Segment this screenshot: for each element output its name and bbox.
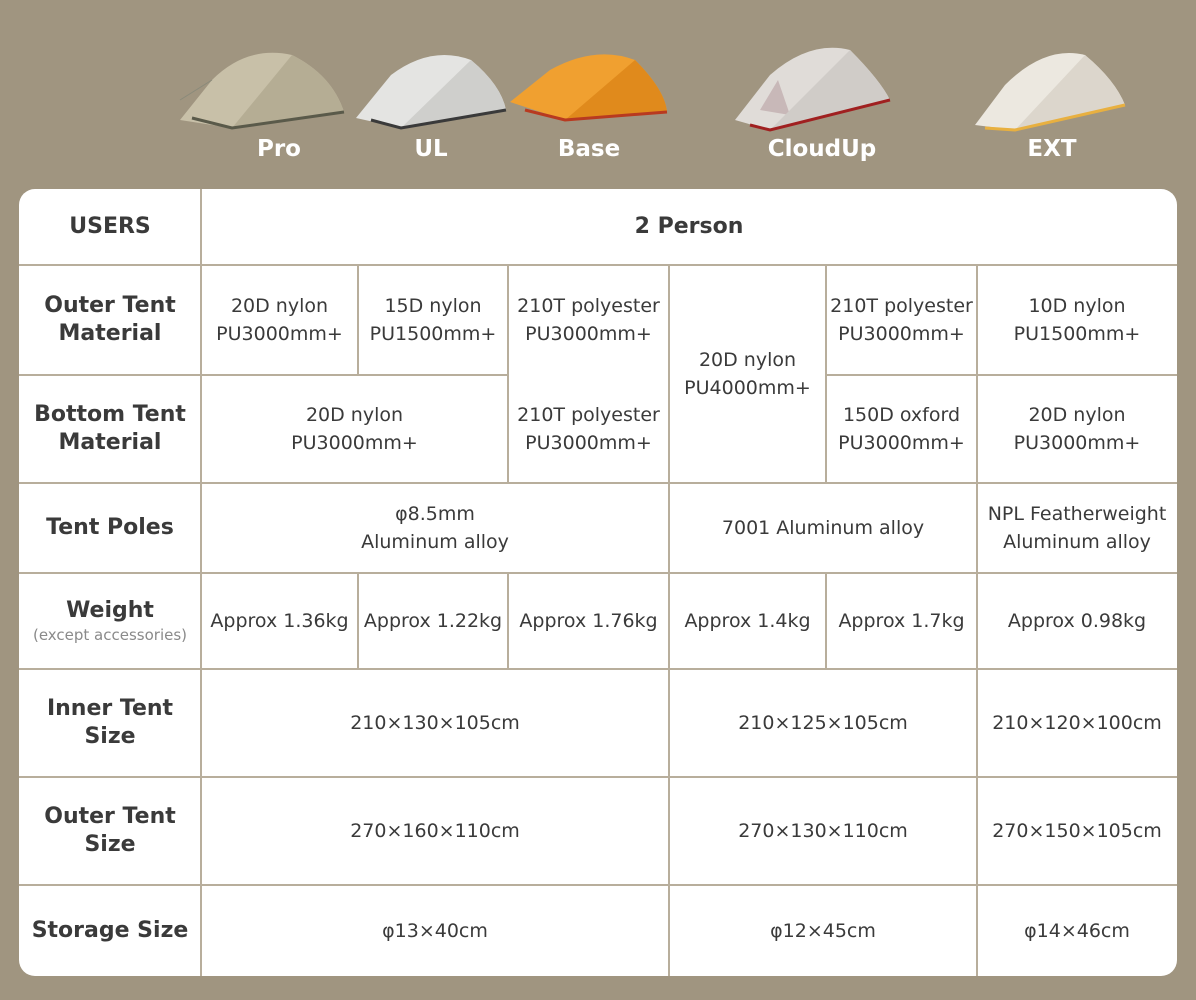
poles-cloudup: 7001 Aluminum alloy	[721, 517, 925, 539]
weight-pro: Approx 1.36kg	[210, 610, 349, 632]
outer-material-ul: 15D nylon PU1500mm+	[369, 295, 497, 345]
tent-pro-image	[172, 40, 352, 140]
weight-ul: Approx 1.22kg	[363, 610, 503, 632]
inner-size-ext: 210×120×100cm	[992, 712, 1162, 734]
weight-cloudup-b: Approx 1.7kg	[838, 610, 965, 632]
outer-material-ext: 10D nylon PU1500mm+	[1013, 295, 1141, 345]
row-header-inner-size: Inner Tent Size	[46, 696, 174, 749]
inner-size-pro-ul-base: 210×130×105cm	[350, 712, 520, 734]
bottom-material-pro-ul: 20D nylon PU3000mm+	[291, 404, 418, 454]
outer-material-pro: 20D nylon PU3000mm+	[216, 295, 343, 345]
inner-size-cloudup: 210×125×105cm	[738, 712, 908, 734]
row-header-outer-size: Outer Tent Size	[44, 804, 176, 857]
weight-sublabel: (except accessories)	[32, 626, 188, 644]
model-label-ext: EXT	[1027, 136, 1077, 162]
bottom-material-cloudup-b: 150D oxford PU3000mm+	[838, 404, 965, 454]
tent-cloudup-image	[730, 40, 910, 140]
storage-pro-ul-base: φ13×40cm	[382, 919, 488, 942]
tent-ul-image	[346, 40, 526, 140]
outer-bottom-material-cloudup-a: 20D nylon PU4000mm+	[684, 349, 811, 399]
weight-base: Approx 1.76kg	[519, 610, 658, 632]
tent-base-image	[505, 40, 685, 140]
row-header-storage-size: Storage Size	[31, 917, 189, 943]
poles-ext: NPL Featherweight Aluminum alloy	[987, 503, 1167, 553]
spec-table	[19, 189, 1177, 976]
outer-size-pro-ul-base: 270×160×110cm	[350, 820, 520, 842]
outer-size-ext: 270×150×105cm	[992, 820, 1162, 842]
row-header-tent-poles: Tent Poles	[46, 515, 174, 540]
outer-material-cloudup-b: 210T polyester PU3000mm+	[830, 295, 973, 345]
model-label-pro: Pro	[256, 136, 301, 162]
outer-size-cloudup: 270×130×110cm	[738, 820, 908, 842]
bottom-material-base: 210T polyester PU3000mm+	[517, 404, 660, 454]
storage-cloudup: φ12×45cm	[770, 919, 876, 942]
model-label-ul: UL	[414, 136, 448, 162]
weight-ext: Approx 0.98kg	[1007, 610, 1147, 632]
users-value: 2 Person	[634, 214, 744, 239]
model-label-cloudup: CloudUp	[767, 136, 877, 162]
row-header-users: USERS	[69, 214, 151, 239]
row-header-weight: Weight (except accessories)	[32, 598, 188, 644]
row-header-bottom-material: Bottom Tent Material	[34, 402, 186, 455]
storage-ext: φ14×46cm	[1024, 919, 1130, 942]
weight-cloudup-a: Approx 1.4kg	[684, 610, 811, 632]
poles-pro-ul-base: φ8.5mm Aluminum alloy	[361, 503, 509, 553]
bottom-material-ext: 20D nylon PU3000mm+	[1013, 404, 1141, 454]
outer-material-base: 210T polyester PU3000mm+	[517, 295, 660, 345]
tent-ext-image	[965, 40, 1145, 140]
model-label-base: Base	[557, 136, 621, 162]
row-header-outer-material: Outer Tent Material	[44, 293, 176, 346]
